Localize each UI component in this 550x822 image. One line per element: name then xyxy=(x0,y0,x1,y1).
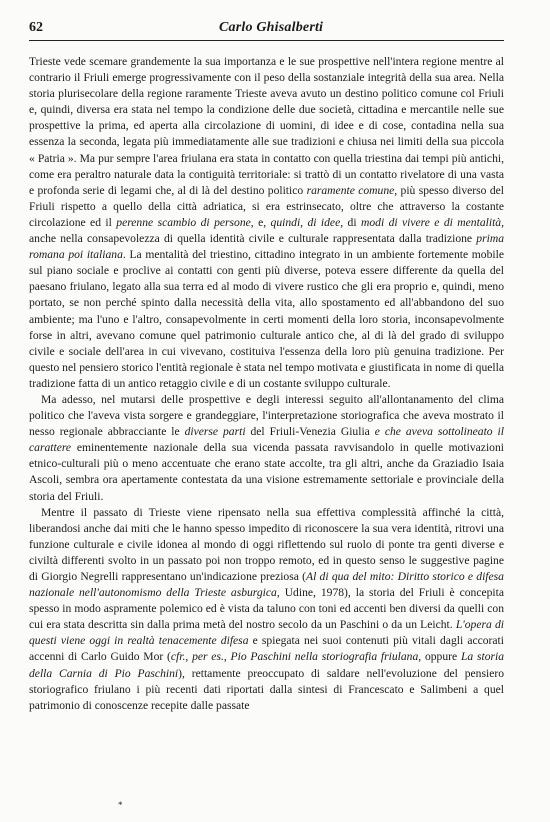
italic-text: raramente comune xyxy=(306,183,395,197)
italic-text: per es. xyxy=(192,650,224,664)
paragraph xyxy=(29,505,504,714)
text-run: del Friuli-Venezia Giulia xyxy=(245,425,375,439)
text-run: , Udine, 1978), la storia del Friuli è concepita spesso in modo aspramente polemico ed è vista da taluno con toni ed accenti ben diversi da quelli con cui era stata descritta sin dalla prima metà del nostro secolo da un Paschini o da un Leicht. xyxy=(29,586,505,632)
italic-text: L'opera di questi viene oggi in realtà tenacemente difesa xyxy=(29,618,504,648)
running-head: Carlo Ghisalberti xyxy=(219,20,324,35)
text-run: , anche nella consapevolezza di quella identità civile e culturale rappresentata dalla tradizione xyxy=(29,215,504,246)
italic-text: modi di vivere e di mentalità xyxy=(360,215,502,229)
italic-text: e che aveva sottolineato il carattere xyxy=(29,425,504,455)
italic-text: cfr. xyxy=(170,650,186,664)
page-header xyxy=(29,20,504,41)
text-run: Mentre il passato di Trieste viene ripensato nella sua effettiva complessità affinché la città, liberandosi anche dai miti che le hanno spesso impedito di riconoscere la sua vera identità, ritrovi una funzione culturale e civile idonea al mondo di oggi riflettendo sul ruolo di ponte tra genti diverse e civiltà differenti svolto in un passato poi non troppo remoto, ed in questo senso le suggestive pagine di Giorgio Negrelli rappresentano un'indicazione preziosa ( xyxy=(29,505,504,583)
text-run: Ma adesso, nel mutarsi delle prospettive e degli interessi seguito all'allontanamento del clima politico che l'aveva vista sorgere e grandeggiare, l'interpretazione storiografica che aveva mostrato il nesso regionale abbracciante le xyxy=(29,392,504,439)
text-run: , oppure xyxy=(418,650,461,664)
page-number: 62 xyxy=(29,20,43,35)
text-run: Trieste vede scemare grandemente la sua importanza e le sue prospettive nell'intera regione mentre al contrario il Friuli emerge progressivamente con il peso della sostanziale integrità della sua area. Nella storia plurisecolare della regione raramente Trieste aveva avuto un destino politico comune col Friuli e, quindi, diversa era stata nel tempo la condizione delle due società, cittadina e mercantile nelle sue prospettive la prima, ed aperta alla circolazione di uomini, di idee e di cose, contadina nella sua essenza la seconda, legata più immediatamente alle sue tradizioni e chiusa nei limiti della sua piccola « Patria ». Ma pur sempre l'area friulana era stata in contatto con quella triestina dai tempi più antichi, come era peraltro naturale data la contiguità territoriale: si trattò di un contatto rivelatore di una vasta e profonda serie di legami che, al di là del destino politico xyxy=(29,55,504,197)
text-run: , xyxy=(185,650,193,664)
paragraph xyxy=(29,392,504,505)
text-run: e spiegata nei suoi contenuti più vitali dagli accorati accenni di Carlo Guido Mor ( xyxy=(29,634,505,664)
italic-text: perenne scambio di persone xyxy=(116,215,251,229)
text-run: eminentemente nazionale della sua vicenda passata ravvisandolo in quelle motivazioni etnico-culturali più o meno accentuate che erano state accolte, tra gli altri, anche da Graziadio Isaia Ascoli, sembra ora apertamente contestata da una visione estremamente settoriale e provinciale della storia del Friuli. xyxy=(29,441,504,503)
text-run: . La mentalità del triestino, cittadino integrato in un ambiente fortemente mobile sul piano sociale e proclive ai contatti con genti più diverse, poteva essere differente da quella del paesano friulano, legato alla sua terra ed al modo di vivere rustico che gli era proprio e, quindi, meno portato, se non perché spinto dalla necessità della vita, allo spostamento ed all'abbandono del suo ambiente; ma l'uno e l'altro, consapevolmente in certi momenti della loro storia, inconsapevolmente forse in altri, avevano comune quel patrimonio culturale antico che, al di là del grado di sviluppo civile e sociale dell'area in cui vivevano, costituiva l'essenza della loro più genuina tradizione. Per questo nel pensiero storico l'entità regionale è stata nel tempo motivata e giustificata in nome di quella tradizione fatta di un antico retaggio civile e di un costante sviluppo culturale. xyxy=(29,248,504,390)
text-run: , xyxy=(223,650,231,664)
ink-mark: * xyxy=(118,800,123,810)
text-run: , più spesso diverso del Friuli rispetto a quello della città adriatica, si era estrinsecato, oltre che attraverso la costante circolazione ed il xyxy=(29,183,504,229)
text-run: , di xyxy=(340,215,361,229)
text-run: ), rettamente preoccupato di saldare nell'evoluzione del pensiero storiografico friulano i più recenti dati riportati dalla sintesi di Francescato e Salimbeni a quel patrimonio di conoscenze recepite dalle passate xyxy=(29,666,505,712)
text-run: , e, xyxy=(250,215,271,229)
italic-text: prima romana poi italiana xyxy=(29,232,504,262)
paragraph xyxy=(29,54,504,392)
italic-text: Al di qua del mito: Diritto storico e difesa nazionale nell'autonomismo della Trieste asburgica xyxy=(29,570,504,600)
italic-text: diverse parti xyxy=(184,425,246,439)
body-text xyxy=(29,54,504,714)
italic-text: La storia della Carnia di Pio Paschini xyxy=(29,650,505,680)
italic-text: quindi, di idee xyxy=(270,215,341,229)
italic-text: Pio Paschini nella storiografia friulana xyxy=(230,650,419,664)
